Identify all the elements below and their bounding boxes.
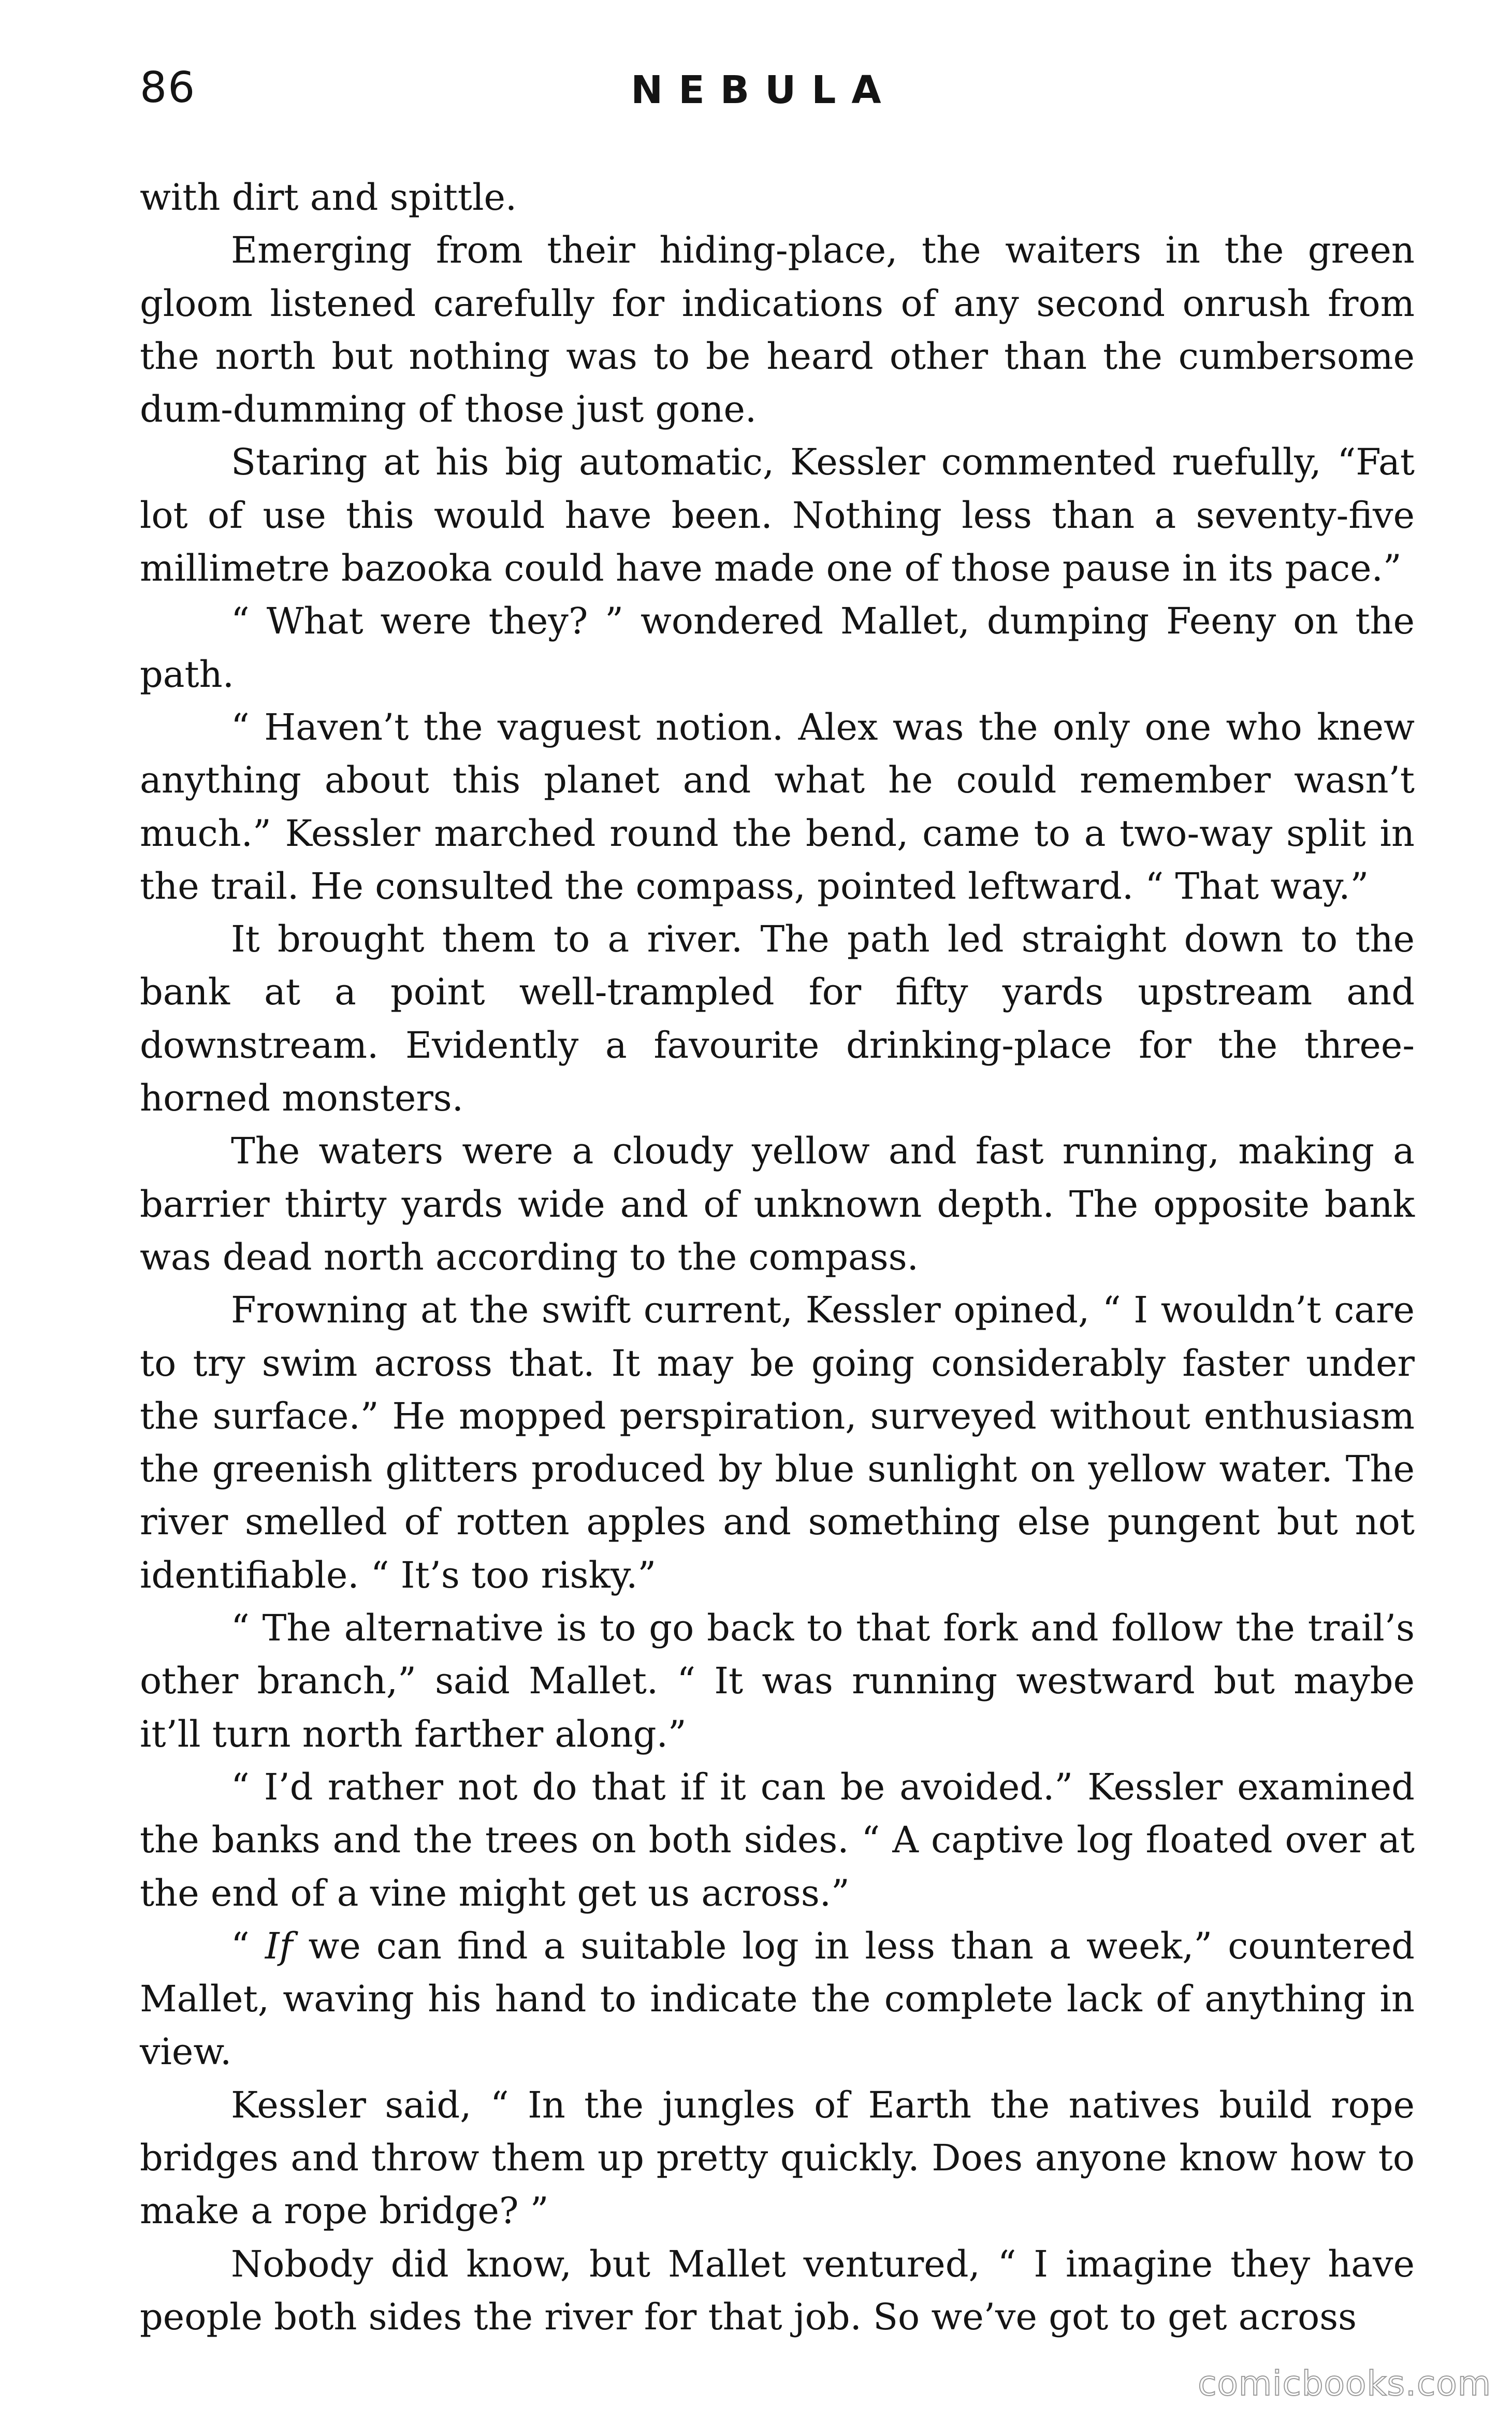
paragraph: with dirt and spittle.	[140, 176, 517, 219]
paragraph-lead-quote: “	[231, 1924, 265, 1967]
paragraph: Nobody did know, but Mallet ventured, “ I imagine they have people both sides the river for that job. So we’ve got to get across	[140, 2242, 1415, 2338]
running-head: NEBULA	[631, 68, 897, 112]
body-text	[140, 171, 1415, 2343]
paragraph-rest: we can find a suitable log in less than a week,” countered Mallet, waving his hand to indicate the complete lack of anything in view.	[140, 1924, 1415, 2073]
paragraph	[140, 1920, 1415, 2079]
paragraph: Emerging from their hiding-place, the waiters in the green gloom listened carefully for indications of any second onrush from the north but nothing was to be heard other than the cumbersome dum-dumming of those just gone.	[140, 229, 1415, 431]
paragraph: It brought them to a river. The path led straight down to the bank at a point well-trampled for fifty yards upstream and downstream. Evidently a favourite drinking-place for the three-horned monsters.	[140, 918, 1415, 1120]
watermark: comicbooks.com	[1198, 2364, 1491, 2403]
paragraph: “ What were they? ” wondered Mallet, dumping Feeny on the path.	[140, 600, 1415, 696]
paragraph: Staring at his big automatic, Kessler commented ruefully, “Fat lot of use this would have been. Nothing less than a seventy-five millimetre bazooka could have made one of those pause in its pace.”	[140, 441, 1415, 590]
page-number: 86	[140, 63, 196, 112]
paragraph: Kessler said, “ In the jungles of Earth the natives build rope bridges and throw them up pretty quickly. Does anyone know how to make a rope bridge? ”	[140, 2083, 1415, 2232]
paragraph: The waters were a cloudy yellow and fast running, making a barrier thirty yards wide and of unknown depth. The opposite bank was dead north according to the compass.	[140, 1130, 1415, 1278]
paragraph: Frowning at the swift current, Kessler opined, “ I wouldn’t care to try swim across that. It may be going considerably faster under the surface.” He mopped perspiration, surveyed without enthusiasm the greenish glitters produced by blue sunlight on yellow water. The river smelled of rotten apples and something else pungent but not identifiable. “ It’s too risky.”	[140, 1289, 1415, 1596]
paragraph: “ I’d rather not do that if it can be avoided.” Kessler examined the banks and the trees on both sides. “ A captive log floated over at the end of a vine might get us across.”	[140, 1765, 1415, 1914]
paragraph: “ Haven’t the vaguest notion. Alex was the only one who knew anything about this planet and what he could remember wasn’t much.” Kessler marched round the bend, came to a two-way split in the trail. He consulted the compass, pointed leftward. “ That way.”	[140, 705, 1415, 908]
paragraph: “ The alternative is to go back to that fork and follow the trail’s other branch,” said Mallet. “ It was running westward but maybe it’ll turn north farther along.”	[140, 1607, 1415, 1755]
paragraph-italic-lead: If	[265, 1924, 293, 1967]
